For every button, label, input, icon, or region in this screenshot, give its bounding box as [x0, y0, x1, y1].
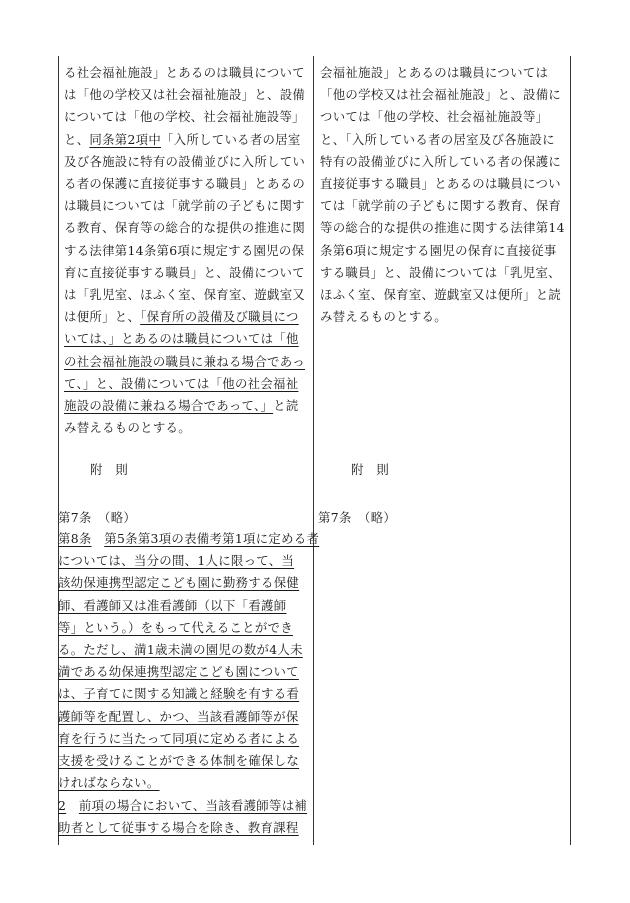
text-segment: は「乳児室、ほふく室、保育室、遊戯室又 [64, 287, 306, 302]
text-segment: 直接従事する職員」とあるのは職員につい [320, 176, 561, 191]
text-segment: と、 [64, 131, 90, 147]
text-line [320, 153, 561, 171]
text-line [320, 64, 548, 82]
text-segment: み替えるものとする。 [320, 309, 447, 325]
underlined-text: 2 [58, 798, 67, 813]
underlined-text: については、当分の間、1人に限って、当 [58, 553, 295, 569]
right-fusoku-heading: 附 則 [351, 462, 390, 477]
text-segment: は「他の学校又は社会福祉施設」と、設備 [64, 87, 306, 103]
left-fusoku-heading: 附 則 [90, 462, 129, 477]
text-line [320, 197, 561, 215]
text-segment: ほふく室、保育室、遊戯室又は便所」と読 [320, 287, 562, 302]
underlined-text: 師、看護師又は准看護師（以下「看護師 [58, 597, 287, 613]
text-line [320, 175, 561, 193]
text-segment: 特有の設備並びに入所している者の保護に [320, 153, 562, 169]
underlined-text: 満である幼保連携型認定こども園について [58, 664, 299, 680]
text-segment: 「他の学校又は社会福祉施設」と、設備に [320, 87, 562, 103]
text-line [320, 219, 565, 237]
text-segment: する法律第14条第6項に規定する園児の保 [64, 242, 305, 258]
underlined-text: 等」という。）をもって代えることができ [58, 619, 293, 635]
text-segment: と読 [273, 398, 299, 413]
text-line [320, 242, 557, 260]
underlined-text: の社会福祉施設の職員に兼ねる場合であっ [64, 353, 305, 369]
text-segment: ては「就学前の子どもに関する教育、保育 [320, 198, 562, 214]
text-segment: 会福祉施設」とあるのは職員については [320, 65, 549, 80]
text-segment: る教育、保育等の総合的な提供の推進に関 [64, 220, 306, 236]
underlined-text: 第8条 [58, 531, 92, 546]
text-segment: 「入所している者の居室 [161, 131, 301, 147]
text-line [320, 308, 447, 326]
underlined-text: 「保育所の設備及び職員につ [140, 309, 299, 325]
text-segment: は職員については「就学前の子どもに関す [64, 198, 305, 214]
text-line [320, 86, 561, 104]
text-segment: と、「入所している者の居室及び各施設に [320, 131, 555, 147]
text-line [320, 264, 561, 282]
text-segment: る者の保護に直接従事する職員」とあるの [64, 176, 306, 191]
text-segment: 及び各施設に特有の設備並びに入所してい [64, 153, 306, 169]
underlined-text: て、」と、設備については「他の社会福祉 [64, 375, 299, 391]
underlined-text: 護師等を配置し、かつ、当該看護師等が保 [58, 708, 299, 724]
underlined-text: る。ただし、満1歳未満の園児の数が4人未 [58, 642, 303, 657]
right-article-7: 第7条 （略） [318, 510, 397, 525]
text-line [320, 131, 555, 149]
left-article-7: 第7条 （略） [58, 510, 137, 525]
underlined-text: ければならない。 [58, 775, 160, 791]
text-segment: は便所」と、 [64, 309, 141, 325]
text-line [320, 286, 561, 304]
text-segment: する職員」と、設備については「乳児室、 [320, 264, 561, 280]
underlined-text: 支援を受けることができる体制を確保しな [58, 753, 300, 768]
text-line [320, 108, 548, 126]
text-segment: 条第6項に規定する園児の保育に直接従事 [320, 242, 557, 258]
text-segment: ついては「他の学校、社会福祉施設等」 [320, 109, 549, 125]
underlined-text: いては、」とあるのは職員については「他 [64, 331, 299, 347]
underlined-text: 前項の場合において、当該看護師等は補 [78, 798, 308, 813]
underlined-text: 助者として従事する場合を除き、教育課程 [58, 820, 299, 836]
underlined-text: 施設の設備に兼ねる場合であって、」 [64, 398, 274, 413]
underlined-text: 第5条第3項の表備考第1項に定める者 [104, 531, 320, 546]
text-segment: 育に直接従事する職員」と、設備について [64, 264, 305, 280]
underlined-text: 育を行うに当たって同項に定める者による [58, 730, 300, 746]
text-segment: 等の総合的な提供の推進に関する法律第14 [320, 220, 565, 236]
underlined-text: は、子育てに関する知識と経験を有する看 [58, 686, 300, 702]
underlined-text: 該幼保連携型認定こども園に勤務する保健 [58, 575, 300, 591]
text-segment: み替えるものとする。 [64, 420, 191, 436]
underlined-text: 同条第2項中 [89, 131, 162, 147]
text-segment: については「他の学校、社会福祉施設等」 [64, 109, 305, 125]
text-segment: る社会福祉施設」とあるのは職員について [64, 65, 305, 80]
